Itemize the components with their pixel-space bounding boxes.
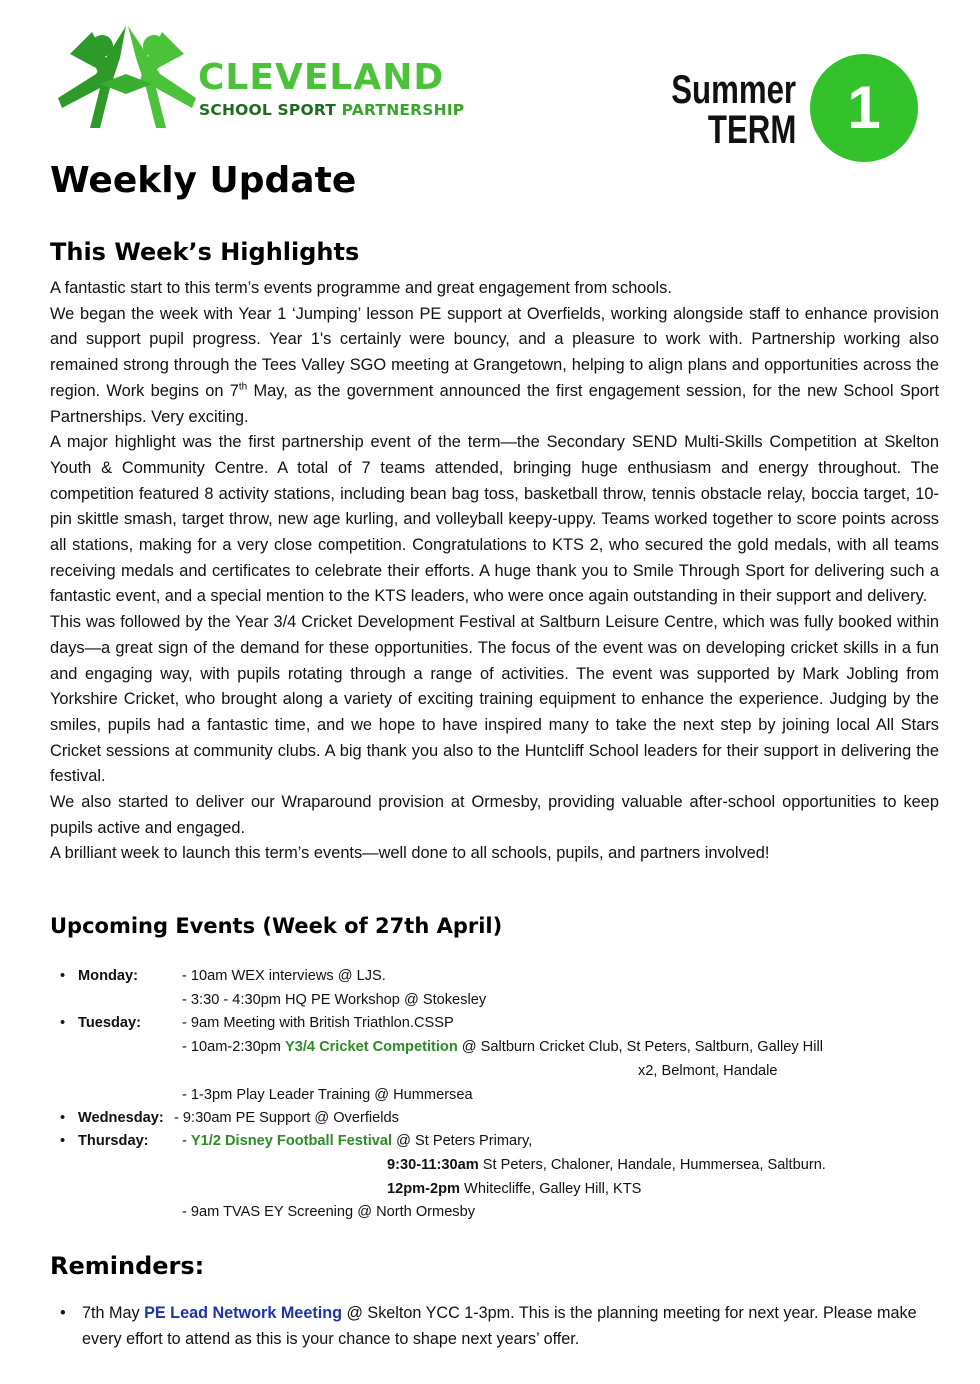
- day-label: Tuesday:: [78, 1015, 141, 1031]
- term-badge: [671, 52, 924, 164]
- term-word-term: TERM: [707, 108, 796, 152]
- partnership-logo: [56, 24, 516, 134]
- term-number-circle: 1: [810, 54, 918, 162]
- reminders-heading: Reminders:: [50, 1252, 205, 1280]
- event-highlight: Y1/2 Disney Football Festival: [190, 1133, 393, 1149]
- bullet: •: [60, 1133, 66, 1149]
- highlights-paragraph: A fantastic start to this term’s events programme and great engagement from schools.: [50, 279, 672, 297]
- day-label: Wednesday:: [78, 1110, 164, 1126]
- two-jumping-figures-icon: [56, 24, 196, 134]
- day-label: Monday:: [78, 968, 138, 984]
- upcoming-heading: Upcoming Events (Week of 27th April): [50, 914, 503, 938]
- highlights-paragraph: This was followed by the Year 3/4 Cricket Development Festival at Saltburn Leisure Centre, which was fully booked within days—a great sign of the demand for these opportunities. The focus of the event was on developing cricket skills in a fun and engaging way, with pupils rotating through a range of activities. The event was supported by Mark Jobling from Yorkshire Cricket, who brought along a variety of exciting training equipment to enhance the experience. Judging by the smiles, pupils had a fantastic time, and we hope to have inspired many to take the next step by joining local All Stars Cricket sessions at community clubs. A big thank you also to the Huntcliff School leaders for their support in delivering the festival.: [50, 613, 939, 786]
- highlights-body: [50, 276, 939, 867]
- bullet: •: [60, 1110, 66, 1126]
- bullet: •: [60, 1015, 66, 1031]
- logo-name: CLEVELAND: [198, 57, 445, 98]
- highlights-paragraph: We began the week with Year 1 ‘Jumping’ lesson PE support at Overfields, working alongside staff to enhance provision and support pupil progress. Year 1's certainly were bouncy, and a pleasure to work with. Partnership working also remained strong through the Tees Valley SGO meeting at Grangetown, helping to align plans and opportunities across the region. Work begins on 7th May, as the government announced the first engagement session, for the new School Sport Partnerships. Very exciting.: [50, 304, 939, 426]
- bullet: •: [60, 1304, 66, 1322]
- highlights-paragraph: A major highlight was the first partnership event of the term—the Secondary SEND Multi-Skills Competition at Skelton Youth & Community Centre. A total of 7 teams attended, bringing huge enthusiasm and energy throughout. The competition featured 8 activity stations, including bean bag toss, basketball throw, tennis obstacle relay, boccia target, 10-pin skittle smash, target throw, new age kurling, and volleyball keepy-uppy. Teams worked together to score points across all stations, making for a very close competition. Congratulations to KTS 2, who secured the gold medals, with all teams receiving medals and certificates to celebrate their efforts. A huge thank you to Smile Through Sport for delivering such a fantastic event, and a special mention to the KTS leaders, who were once again outstanding in their support and delivery.: [50, 433, 939, 606]
- highlights-heading: This Week’s Highlights: [50, 238, 360, 266]
- term-word-summer: Summer: [671, 68, 796, 112]
- highlights-paragraph: A brilliant week to launch this term’s events—well done to all schools, pupils, and partners involved!: [50, 844, 770, 863]
- logo-subtitle: SCHOOL SPORT PARTNERSHIP: [199, 101, 465, 119]
- day-label: Thursday:: [78, 1133, 149, 1149]
- highlights-paragraph: We also started to deliver our Wraparound provision at Ormesby, providing valuable after-school opportunities to keep pupils active and engaged.: [50, 793, 939, 837]
- reminder-item: • 7th May PE Lead Network Meeting @ Skelton YCC 1-3pm. This is the planning meeting for next year. Please make every effort to attend as this is your chance to shape next years’ offer.: [60, 1300, 940, 1352]
- event-highlight: Y3/4 Cricket Competition: [285, 1039, 458, 1055]
- bullet: •: [60, 968, 66, 984]
- page-title: Weekly Update: [50, 160, 357, 201]
- reminder-highlight: PE Lead Network Meeting: [144, 1304, 342, 1322]
